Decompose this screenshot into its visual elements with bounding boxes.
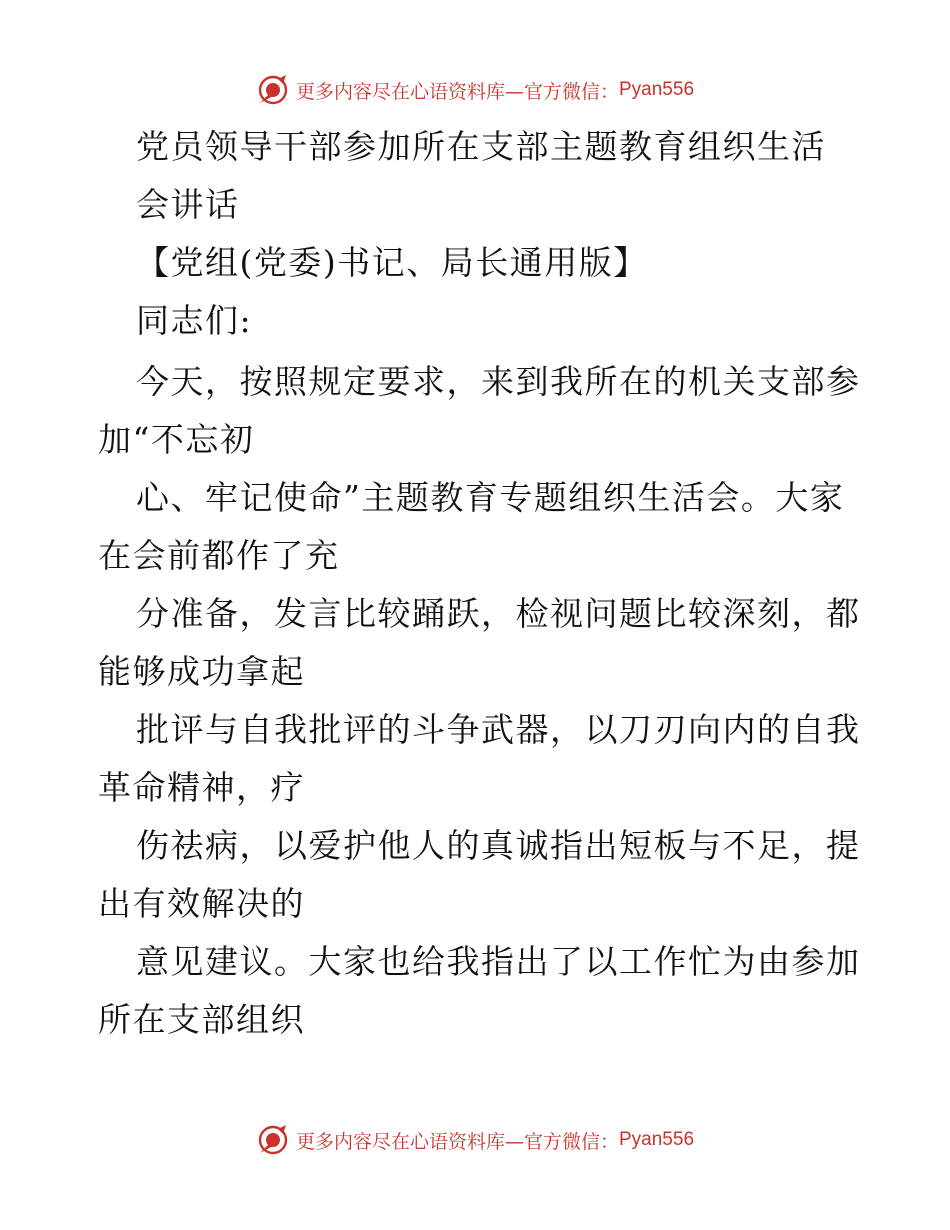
footer-watermark: [0, 1122, 950, 1158]
body-line: 分准备，发言比较踊跃，检视问题比较深刻，都: [136, 594, 861, 633]
body-line: 批评与自我批评的斗争武器，以刀刃向内的自我: [136, 710, 861, 749]
header-watermark: [0, 72, 950, 108]
pen-logo-icon: [256, 73, 290, 107]
document-title-line-2: 会讲话: [136, 185, 240, 224]
body-line: 意见建议。大家也给我指出了以工作忙为由参加: [136, 942, 861, 981]
body-line: 革命精神，疗: [98, 768, 305, 807]
pen-logo-icon: [256, 1123, 290, 1157]
watermark-text: 更多内容尽在心语资料库—官方微信：: [295, 80, 619, 103]
document-subtitle: 【党组(党委)书记、局长通用版】: [136, 243, 648, 282]
body-line: 加“不忘初: [98, 420, 255, 459]
document-title-line-1: 党员领导干部参加所在支部主题教育组织生活: [136, 127, 826, 166]
wechat-id: Pyan556: [619, 1129, 695, 1150]
body-line: 在会前都作了充: [98, 536, 340, 575]
watermark-text: 更多内容尽在心语资料库—官方微信：: [295, 1130, 619, 1153]
body-line: 出有效解决的: [98, 884, 305, 923]
body-line: 所在支部组织: [98, 1000, 305, 1039]
wechat-id: Pyan556: [619, 79, 695, 100]
body-line: 能够成功拿起: [98, 652, 305, 691]
body-line: 伤祛病，以爱护他人的真诚指出短板与不足，提: [136, 826, 861, 865]
salutation: 同志们:: [136, 301, 253, 340]
body-line: 心、牢记使命”主题教育专题组织生活会。大家: [136, 478, 845, 517]
body-line: 今天，按照规定要求，来到我所在的机关支部参: [136, 362, 861, 401]
